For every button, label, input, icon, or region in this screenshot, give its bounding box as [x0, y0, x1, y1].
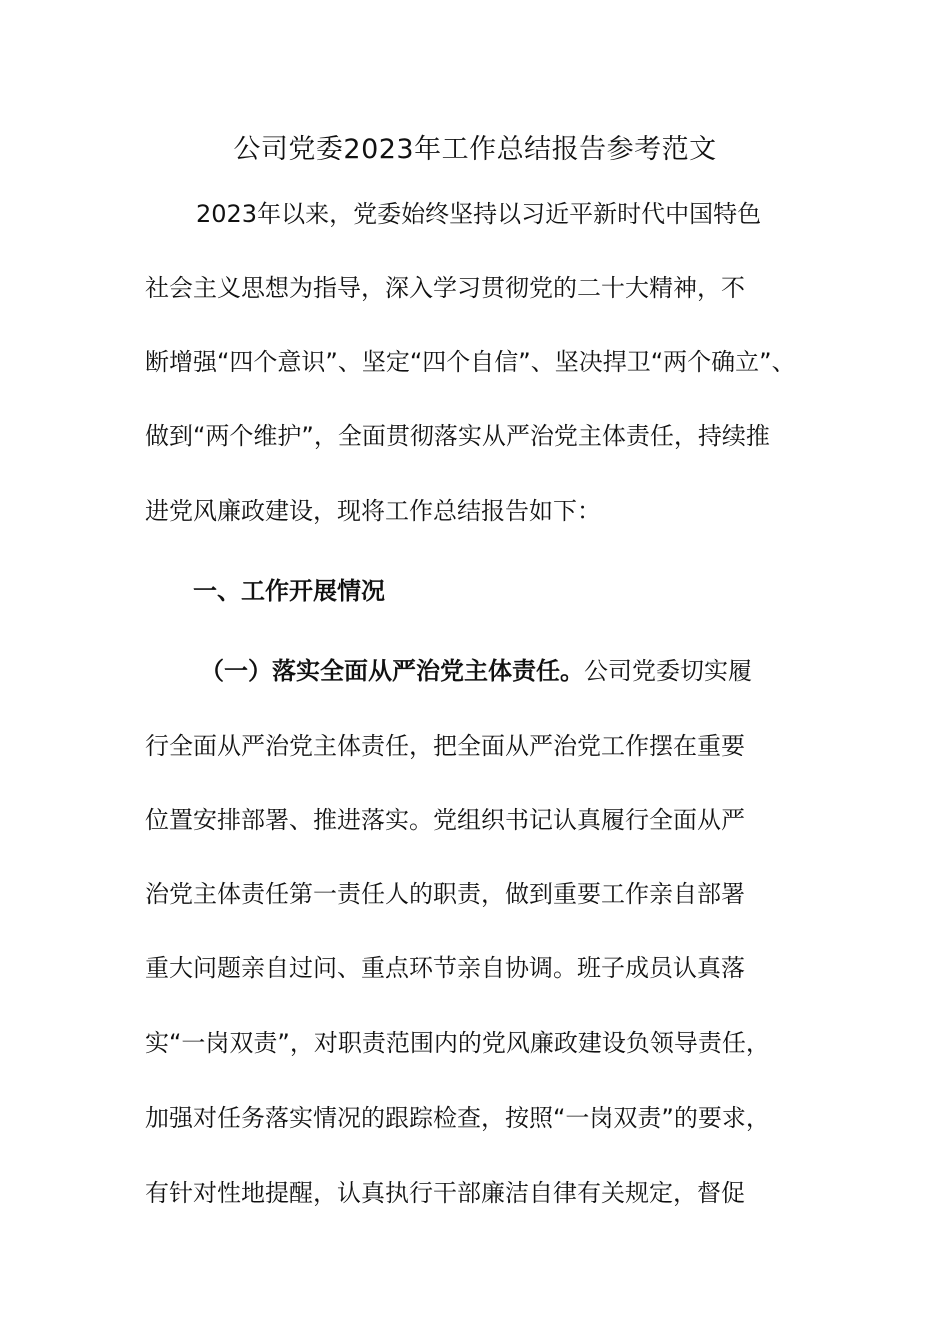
paragraph-line: 2023年以来，党委始终坚持以习近平新时代中国特色 [196, 200, 762, 228]
paragraph-line: 重大问题亲自过问、重点环节亲自协调。班子成员认真落 [145, 954, 745, 982]
document-title: 公司党委2023年工作总结报告参考范文 [233, 134, 717, 165]
section-heading: 一、工作开展情况 [193, 577, 385, 605]
subsection-line [200, 653, 752, 689]
paragraph-line: 实“一岗双责”，对职责范围内的党风廉政建设负领导责任， [145, 1029, 770, 1057]
paragraph-line: 进党风廉政建设，现将工作总结报告如下： [145, 497, 601, 525]
paragraph-line: 社会主义思想为指导，深入学习贯彻党的二十大精神，不 [145, 274, 745, 302]
paragraph-line: 做到“两个维护”，全面贯彻落实从严治党主体责任，持续推 [145, 422, 770, 450]
paragraph-line: 位置安排部署、推进落实。党组织书记认真履行全面从严 [145, 806, 745, 834]
paragraph-line: 加强对任务落实情况的跟踪检查，按照“一岗双责”的要求， [145, 1104, 770, 1132]
paragraph-line: 行全面从严治党主体责任，把全面从严治党工作摆在重要 [145, 732, 745, 760]
paragraph-line: 断增强“四个意识”、坚定“四个自信”、坚决捍卫“两个确立”、 [145, 348, 796, 376]
paragraph-line: 治党主体责任第一责任人的职责，做到重要工作亲自部署 [145, 880, 745, 908]
subsection-heading: （一）落实全面从严治党主体责任。 [200, 657, 584, 685]
paragraph-line: 有针对性地提醒，认真执行干部廉洁自律有关规定，督促 [145, 1179, 745, 1207]
subsection-text: 公司党委切实履 [584, 657, 752, 685]
